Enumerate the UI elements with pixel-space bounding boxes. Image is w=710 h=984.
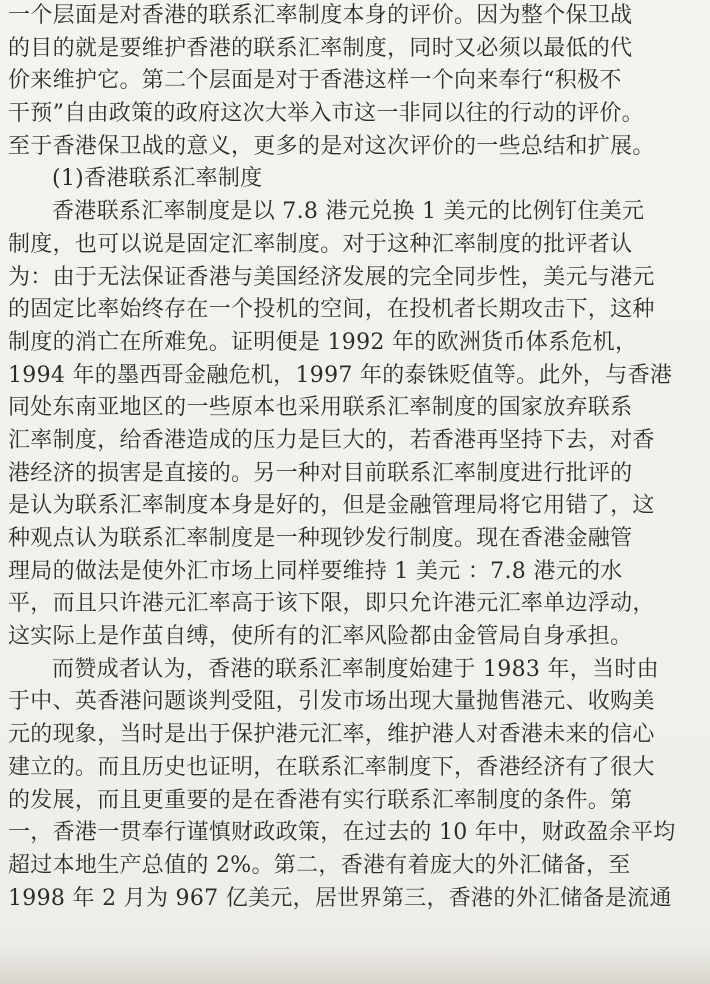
text-line: 汇率制度，给香港造成的压力是巨大的，若香港再坚持下去，对香 xyxy=(8,427,655,453)
text-line: 这实际上是作茧自缚，使所有的汇率风险都由金管局自身承担。 xyxy=(8,624,633,650)
text-line: 的固定比率始终存在一个投机的空间，在投机者长期攻击下，这种 xyxy=(8,297,655,323)
scan-edge-shadow xyxy=(0,940,710,984)
text-line: 超过本地生产总值的 2%。第二，香港有着庞大的外汇储备，至 xyxy=(8,852,631,878)
text-line: 的发展，而且更重要的是在香港有实行联系汇率制度的条件。第 xyxy=(8,787,633,813)
text-line: 干预”自由政策的政府这次大举入市这一非同以往的行动的评价。 xyxy=(8,101,644,127)
paragraph-start: 而赞成者认为，香港的联系汇率制度始建于 1983 年，当时由 xyxy=(52,656,659,682)
text-line: 港经济的损害是直接的。另一种对目前联系汇率制度进行批评的 xyxy=(8,460,633,486)
text-line: 是认为联系汇率制度本身是好的，但是金融管理局将它用错了，这 xyxy=(8,493,655,519)
text-line: 1998 年 2 月为 967 亿美元，居世界第三，香港的外汇储备是流通 xyxy=(8,885,672,911)
text-line: 于中、英香港问题谈判受阻，引发市场出现大量抛售港元、收购美 xyxy=(8,689,655,715)
text-line: 一，香港一贯奉行谨慎财政政策，在过去的 10 年中，财政盈余平均 xyxy=(8,820,676,846)
text-line: 1994 年的墨西哥金融危机，1997 年的泰铢贬值等。此外，与香港 xyxy=(8,362,673,388)
text-line: 至于香港保卫战的意义，更多的是对这次评价的一些总结和扩展。 xyxy=(8,133,655,159)
text-line: 元的现象，当时是出于保护港元汇率，维护港人对香港未来的信心 xyxy=(8,722,655,748)
text-line: 一个层面是对香港的联系汇率制度本身的评价。因为整个保卫战 xyxy=(8,3,633,28)
text-line: 种观点认为联系汇率制度是一种现钞发行制度。现在香港金融管 xyxy=(8,526,633,551)
text-line: 同处东南亚地区的一些原本也采用联系汇率制度的国家放弃联系 xyxy=(8,395,633,421)
text-line: 理局的做法是使外汇市场上同样要维持 1 美元 ：7.8 港元的水 xyxy=(8,558,623,584)
section-heading: (1)香港联系汇率制度 xyxy=(52,166,263,192)
paragraph-start: 香港联系汇率制度是以 7.8 港元兑换 1 美元的比例钉住美元 xyxy=(52,199,645,225)
text-line: 平，而且只许港元汇率高于该下限，即只允许港元汇率单边浮动， xyxy=(8,591,655,617)
text-line: 的目的就是要维护香港的联系汇率制度，同时又必须以最低的代 xyxy=(8,35,633,61)
text-line: 为：由于无法保证香港与美国经济发展的完全同步性，美元与港元 xyxy=(8,264,655,290)
text-line: 制度的消亡在所难免。证明便是 1992 年的欧洲货币体系危机， xyxy=(8,329,638,355)
text-line: 制度，也可以说是固定汇率制度。对于这种汇率制度的批评者认 xyxy=(8,231,633,257)
text-line: 建立的。而且历史也证明，在联系汇率制度下，香港经济有了很大 xyxy=(8,754,655,780)
text-line: 价来维护它。第二个层面是对于香港这样一个向来奉行“积极不 xyxy=(8,68,622,94)
